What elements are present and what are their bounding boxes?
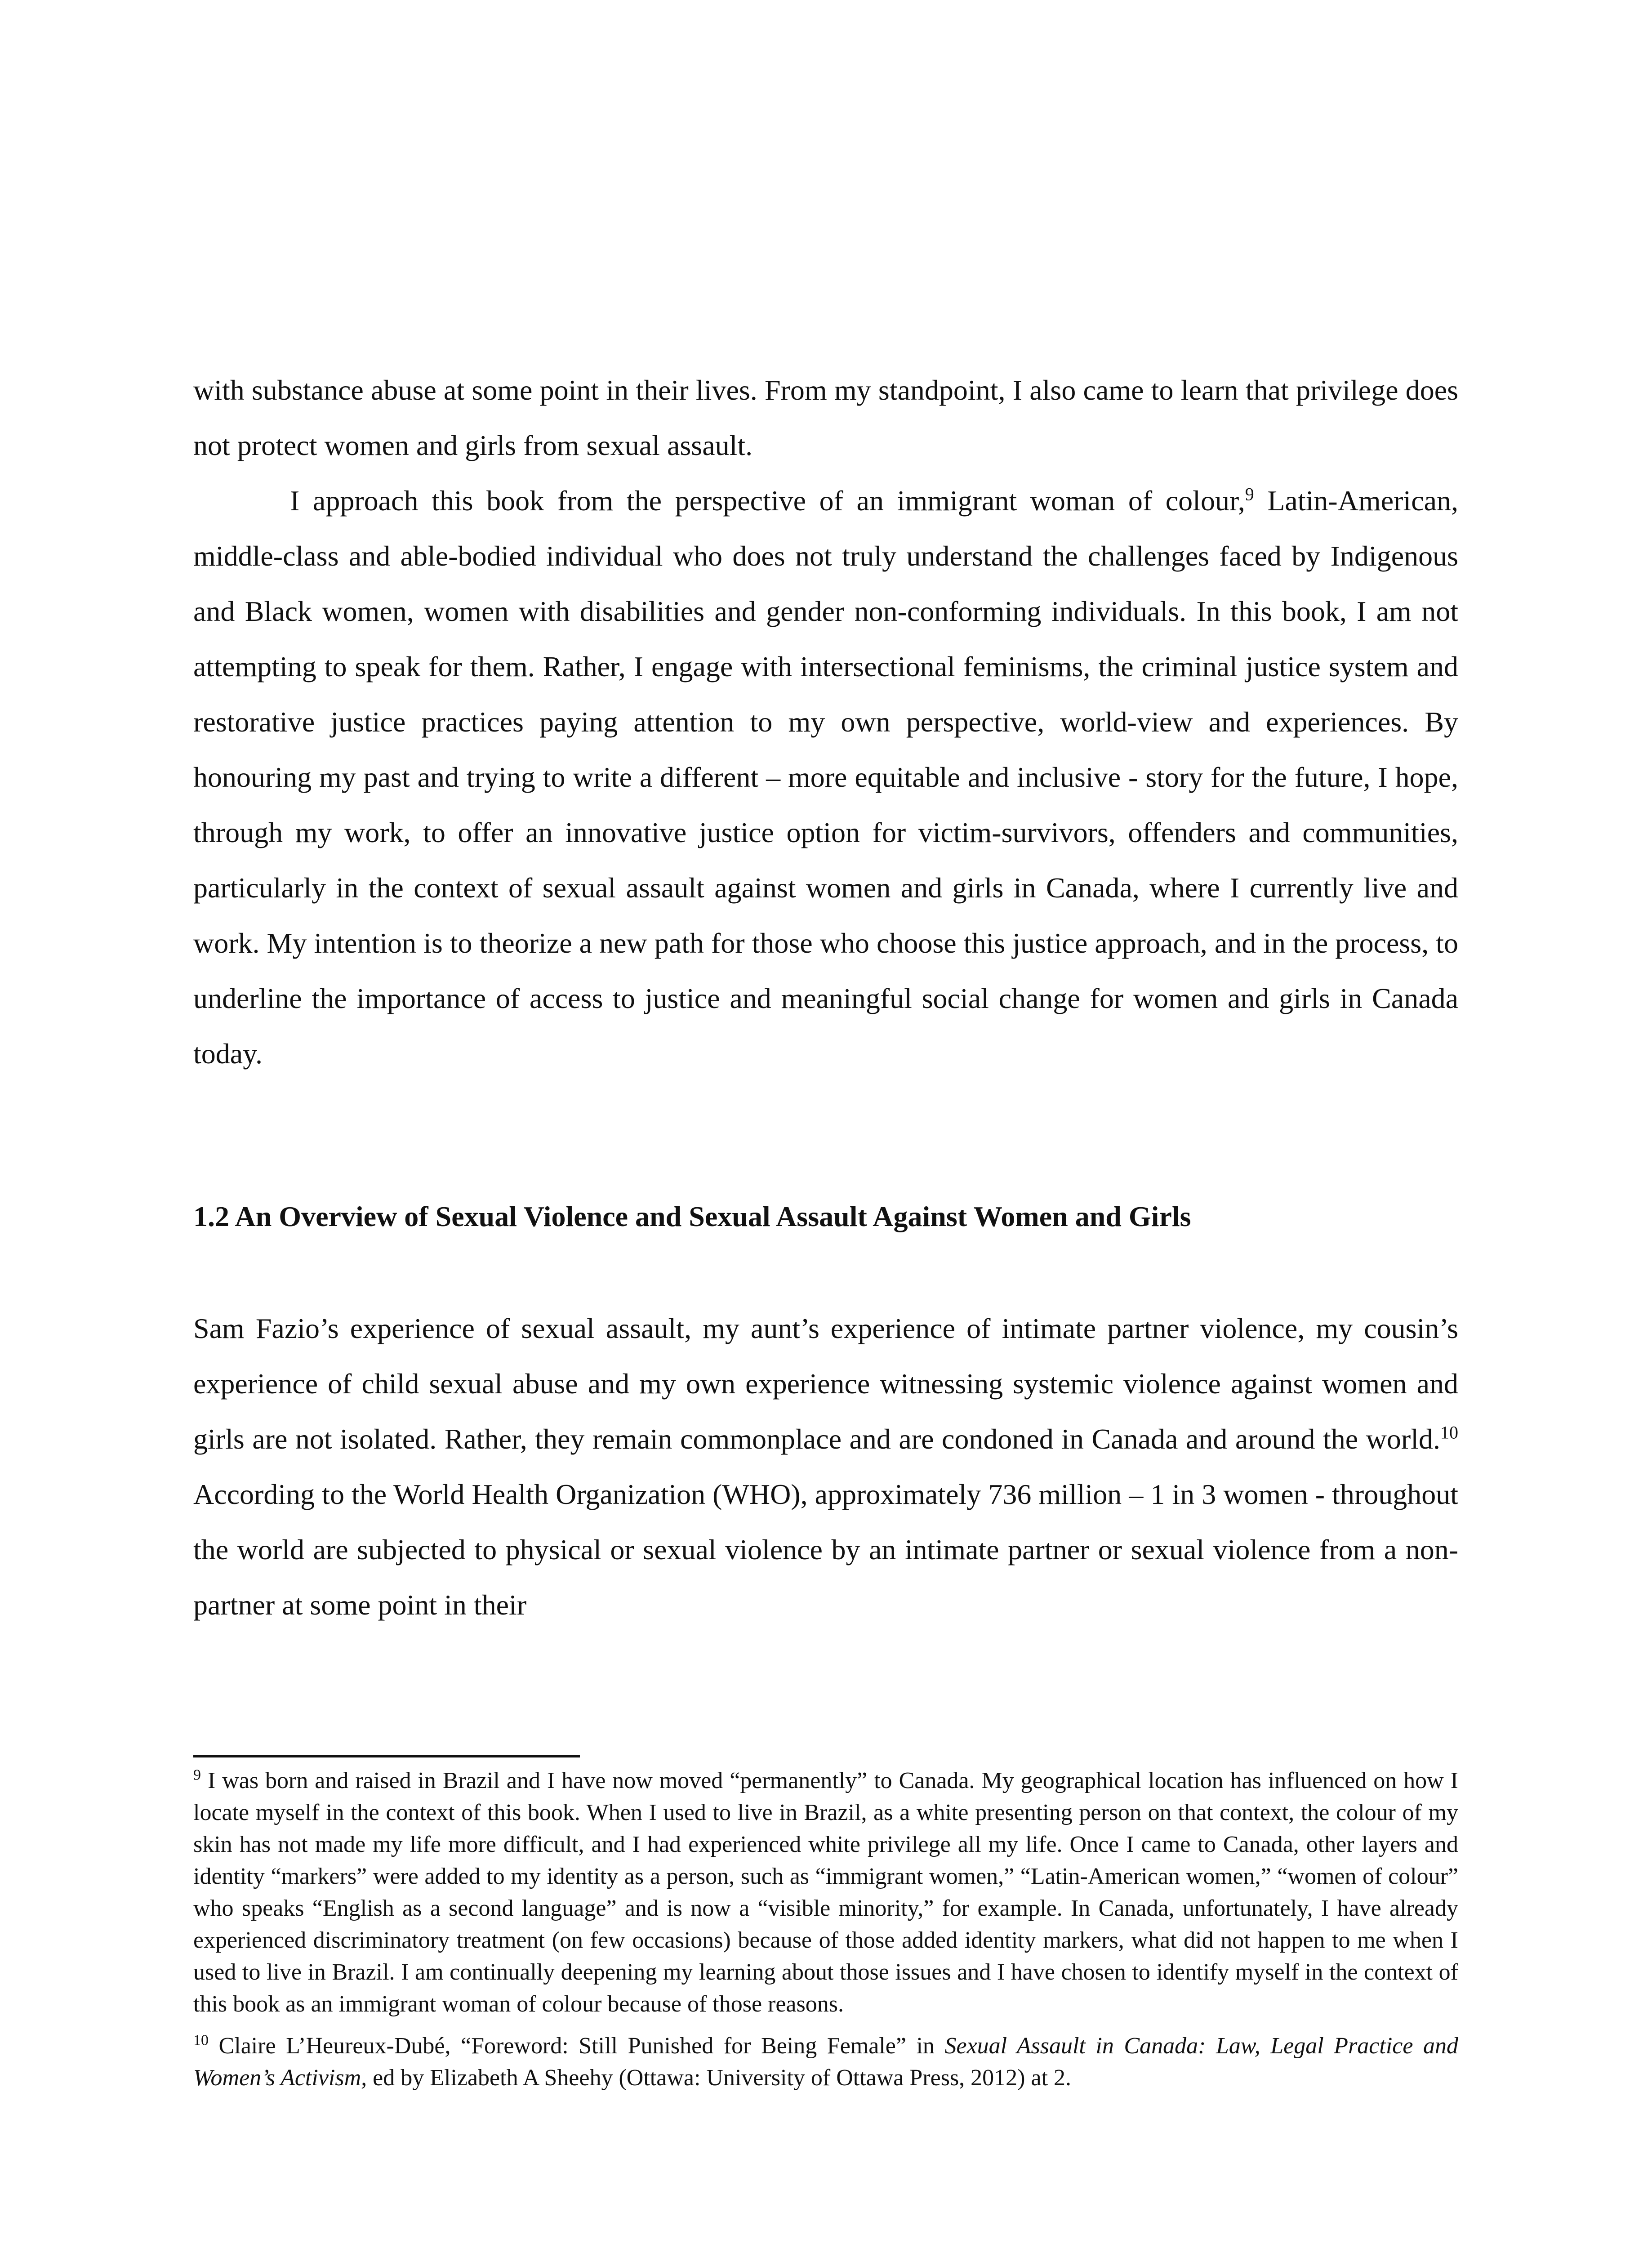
paragraph-text-after-footnote: Latin-American, middle-class and able-bodied individual who does not truly understand the challenges faced by Indigenous and Black women, women with disabilities and gender non-conforming individuals. In this book, I am not attempting to speak for them. Rather, I engage with intersectional feminisms, the criminal justice system and restorative justice practices paying attention to my own perspective, world-view and experiences. By honouring my past and trying to write a different – more equitable and inclusive - story for the future, I hope, through my work, to offer an innovative justice option for victim-survivors, offenders and communities, particularly in the context of sexual assault against women and girls in Canada, where I currently live and work. My intention is to theorize a new path for those who choose this justice approach, and in the process, to underline the importance of access to justice and meaningful social change for women and girls in Canada today.	[193, 485, 1459, 1070]
footnote-10	[193, 2030, 1458, 2094]
overview-paragraph	[193, 1301, 1458, 1632]
section-heading: 1.2 An Overview of Sexual Violence and Sexual Assault Against Women and Girls	[193, 1200, 1191, 1232]
opening-paragraphs	[193, 362, 1458, 1081]
author-positionality-paragraph	[193, 473, 1458, 1081]
footnote-number: 10	[193, 2032, 209, 2049]
footnote-ref-9[interactable]: 9	[1245, 484, 1254, 504]
footnote-separator	[193, 1755, 580, 1757]
overview-text-before-footnote: Sam Fazio’s experience of sexual assault, my aunt’s experience of intimate partner violence, my cousin’s experience of child sexual abuse and my own experience witnessing systemic violence against women and girls are not isolated. Rather, they remain commonplace and are condoned in Canada and around the world.	[193, 1312, 1458, 1455]
continuation-paragraph: with substance abuse at some point in their lives. From my standpoint, I also came to learn that privilege does not protect women and girls from sexual assault.	[193, 374, 1458, 461]
footnotes	[193, 1765, 1458, 2104]
paragraph-text-before-footnote: I approach this book from the perspective of an immigrant woman of colour,	[290, 485, 1245, 517]
footnote-text: Claire L’Heureux-Dubé, “Foreword: Still Punished for Being Female” in	[209, 2033, 945, 2059]
footnote-ref-10[interactable]: 10	[1440, 1422, 1458, 1443]
footnote-citation-tail: ed by Elizabeth A Sheehy (Ottawa: University of Ottawa Press, 2012) at 2.	[367, 2065, 1072, 2091]
cited-book-title: Sexual Assault in Canada: Law, Legal Practice and Women’s Activism,	[193, 2033, 1459, 2091]
overview-text-after-footnote: According to the World Health Organization (WHO), approximately 736 million – 1 in 3 women - throughout the world are subjected to physical or sexual violence by an intimate partner or sexual violence from a non-partner at some point in their	[193, 1478, 1458, 1621]
footnote-number: 9	[193, 1766, 201, 1784]
footnote-9	[193, 1765, 1458, 2020]
footnote-text: I was born and raised in Brazil and I have now moved “permanently” to Canada. My geographical location has influenced on how I locate myself in the context of this book. When I used to live in Brazil, as a white presenting person on that context, the colour of my skin has not made my life more difficult, and I had experienced white privilege all my life. Once I came to Canada, other layers and identity “markers” were added to my identity as a person, such as “immigrant women,” “Latin-American women,” “women of colour” who speaks “English as a second language” and is now a “visible minority,” for example. In Canada, unfortunately, I have already experienced discriminatory treatment (on few occasions) because of those added identity markers, what did not happen to me when I used to live in Brazil. I am continually deepening my learning about those issues and I have chosen to identify myself in the context of this book as an immigrant woman of colour because of those reasons.	[193, 1768, 1458, 2017]
section-body	[193, 1301, 1458, 1632]
